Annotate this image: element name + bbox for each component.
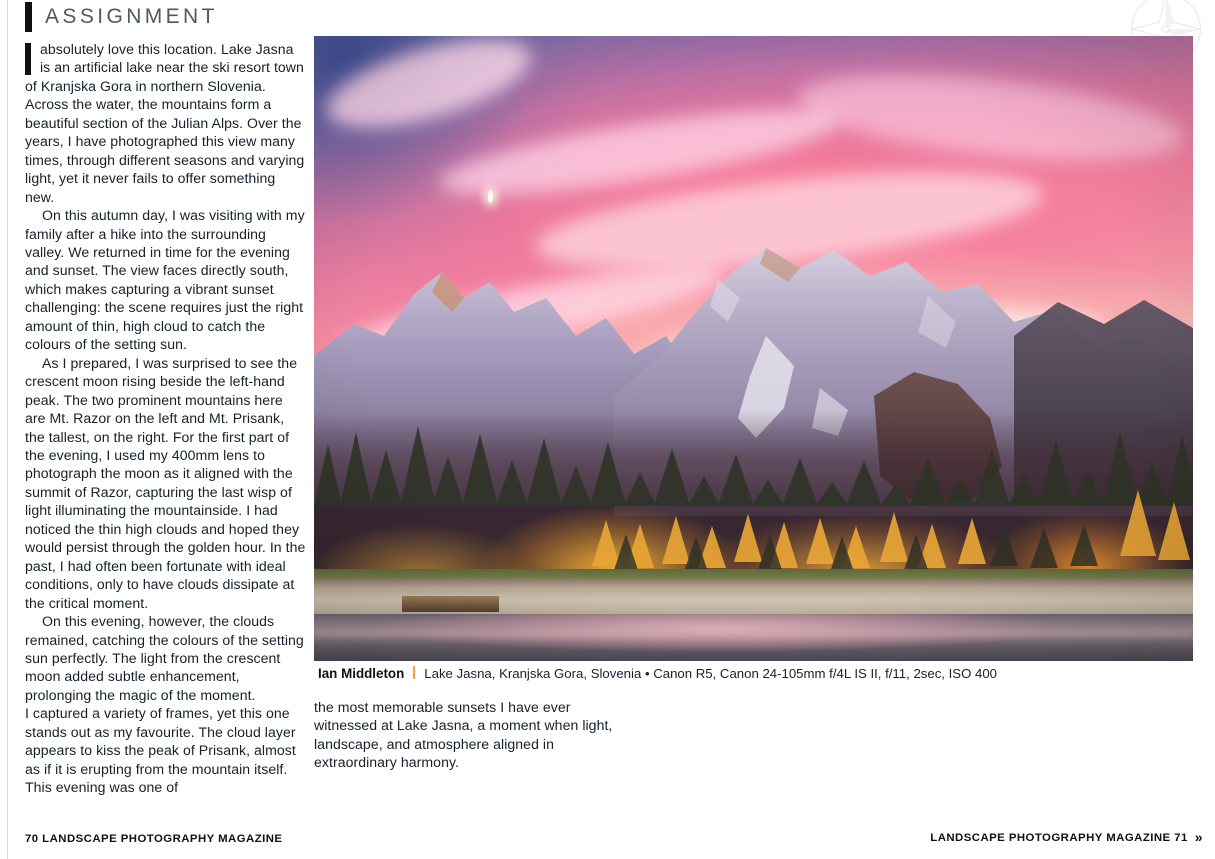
section-header-rule bbox=[25, 2, 32, 32]
caption-detail: Lake Jasna, Kranjska Gora, Slovenia • Canon R5, Canon 24-105mm f/4L IS II, f/11, 2sec, ISO 400 bbox=[424, 666, 998, 681]
next-page-chevrons-icon[interactable]: » bbox=[1194, 829, 1203, 845]
page-title: ASSIGNMENT bbox=[45, 5, 218, 28]
photo-caption bbox=[318, 665, 1198, 682]
paragraph-text: absolutely love this location. Lake Jasna is an artificial lake near the ski resort town of Kranjska Gora in northern Slovenia. Across the water, the mountains form a beautiful section of the Julian Alps. Over the years, I have photographed this view many times, through different seasons and varying light, yet it never fails to offer something new. bbox=[25, 41, 305, 205]
lake-water bbox=[314, 614, 1193, 662]
footer-right bbox=[930, 831, 1203, 845]
dropcap-rule bbox=[25, 43, 31, 75]
article-paragraph: On this evening, however, the clouds remained, catching the colours of the setting sun perfectly. The light from the crescent moon added subtle enhancement, prolonging the magic of the moment. bbox=[25, 613, 304, 703]
article-paragraph: I captured a variety of frames, yet this one stands out as my favourite. The cloud layer appears to kiss the peak of Prisank, almost as if it is erupting from the mountain itself. This evening was one of bbox=[25, 705, 296, 796]
lake-jasna-sunset-photograph bbox=[314, 36, 1193, 661]
photo-canvas bbox=[314, 36, 1193, 661]
tree-line bbox=[314, 36, 1193, 661]
article-paragraph: On this autumn day, I was visiting with my family after a hike into the surrounding valley. We returned in time for the evening and sunset. The view faces directly south, which makes capturing a vibrant sunset challenging: the scene requires just the right amount of thin, high cloud to catch the colours of the setting sun. bbox=[25, 207, 305, 353]
footer-right-label: LANDSCAPE PHOTOGRAPHY MAGAZINE 71 bbox=[930, 832, 1188, 844]
water-reflection bbox=[314, 631, 1193, 643]
article-left-column bbox=[25, 40, 307, 797]
caption-divider bbox=[413, 666, 415, 679]
page-edge-rule bbox=[7, 0, 8, 859]
article-right-column bbox=[314, 698, 614, 772]
wooden-bridge bbox=[402, 596, 499, 612]
footer-left-label: 70 LANDSCAPE PHOTOGRAPHY MAGAZINE bbox=[25, 833, 283, 845]
section-header bbox=[25, 2, 218, 32]
article-paragraph: As I prepared, I was surprised to see the crescent moon rising beside the left-hand peak. The two prominent mountains here are Mt. Razor on the left and Mt. Prisank, the tallest, on the right. For the first part of the evening, I used my 400mm lens to photograph the moon as it aligned with the summit of Razor, capturing the last wisp of light illuminating the mountainside. I had noticed the thin high clouds and hoped they would persist through the golden hour. In the past, I had often been fortunate with ideal conditions, only to have clouds dissipate at the critical moment. bbox=[25, 354, 306, 611]
article-paragraph bbox=[25, 40, 307, 206]
article-paragraph: the most memorable sunsets I have ever witnessed at Lake Jasna, a moment when light, landscape, and atmosphere aligned in extraordinary harmony. bbox=[314, 699, 613, 771]
caption-author: Ian Middleton bbox=[318, 666, 405, 681]
